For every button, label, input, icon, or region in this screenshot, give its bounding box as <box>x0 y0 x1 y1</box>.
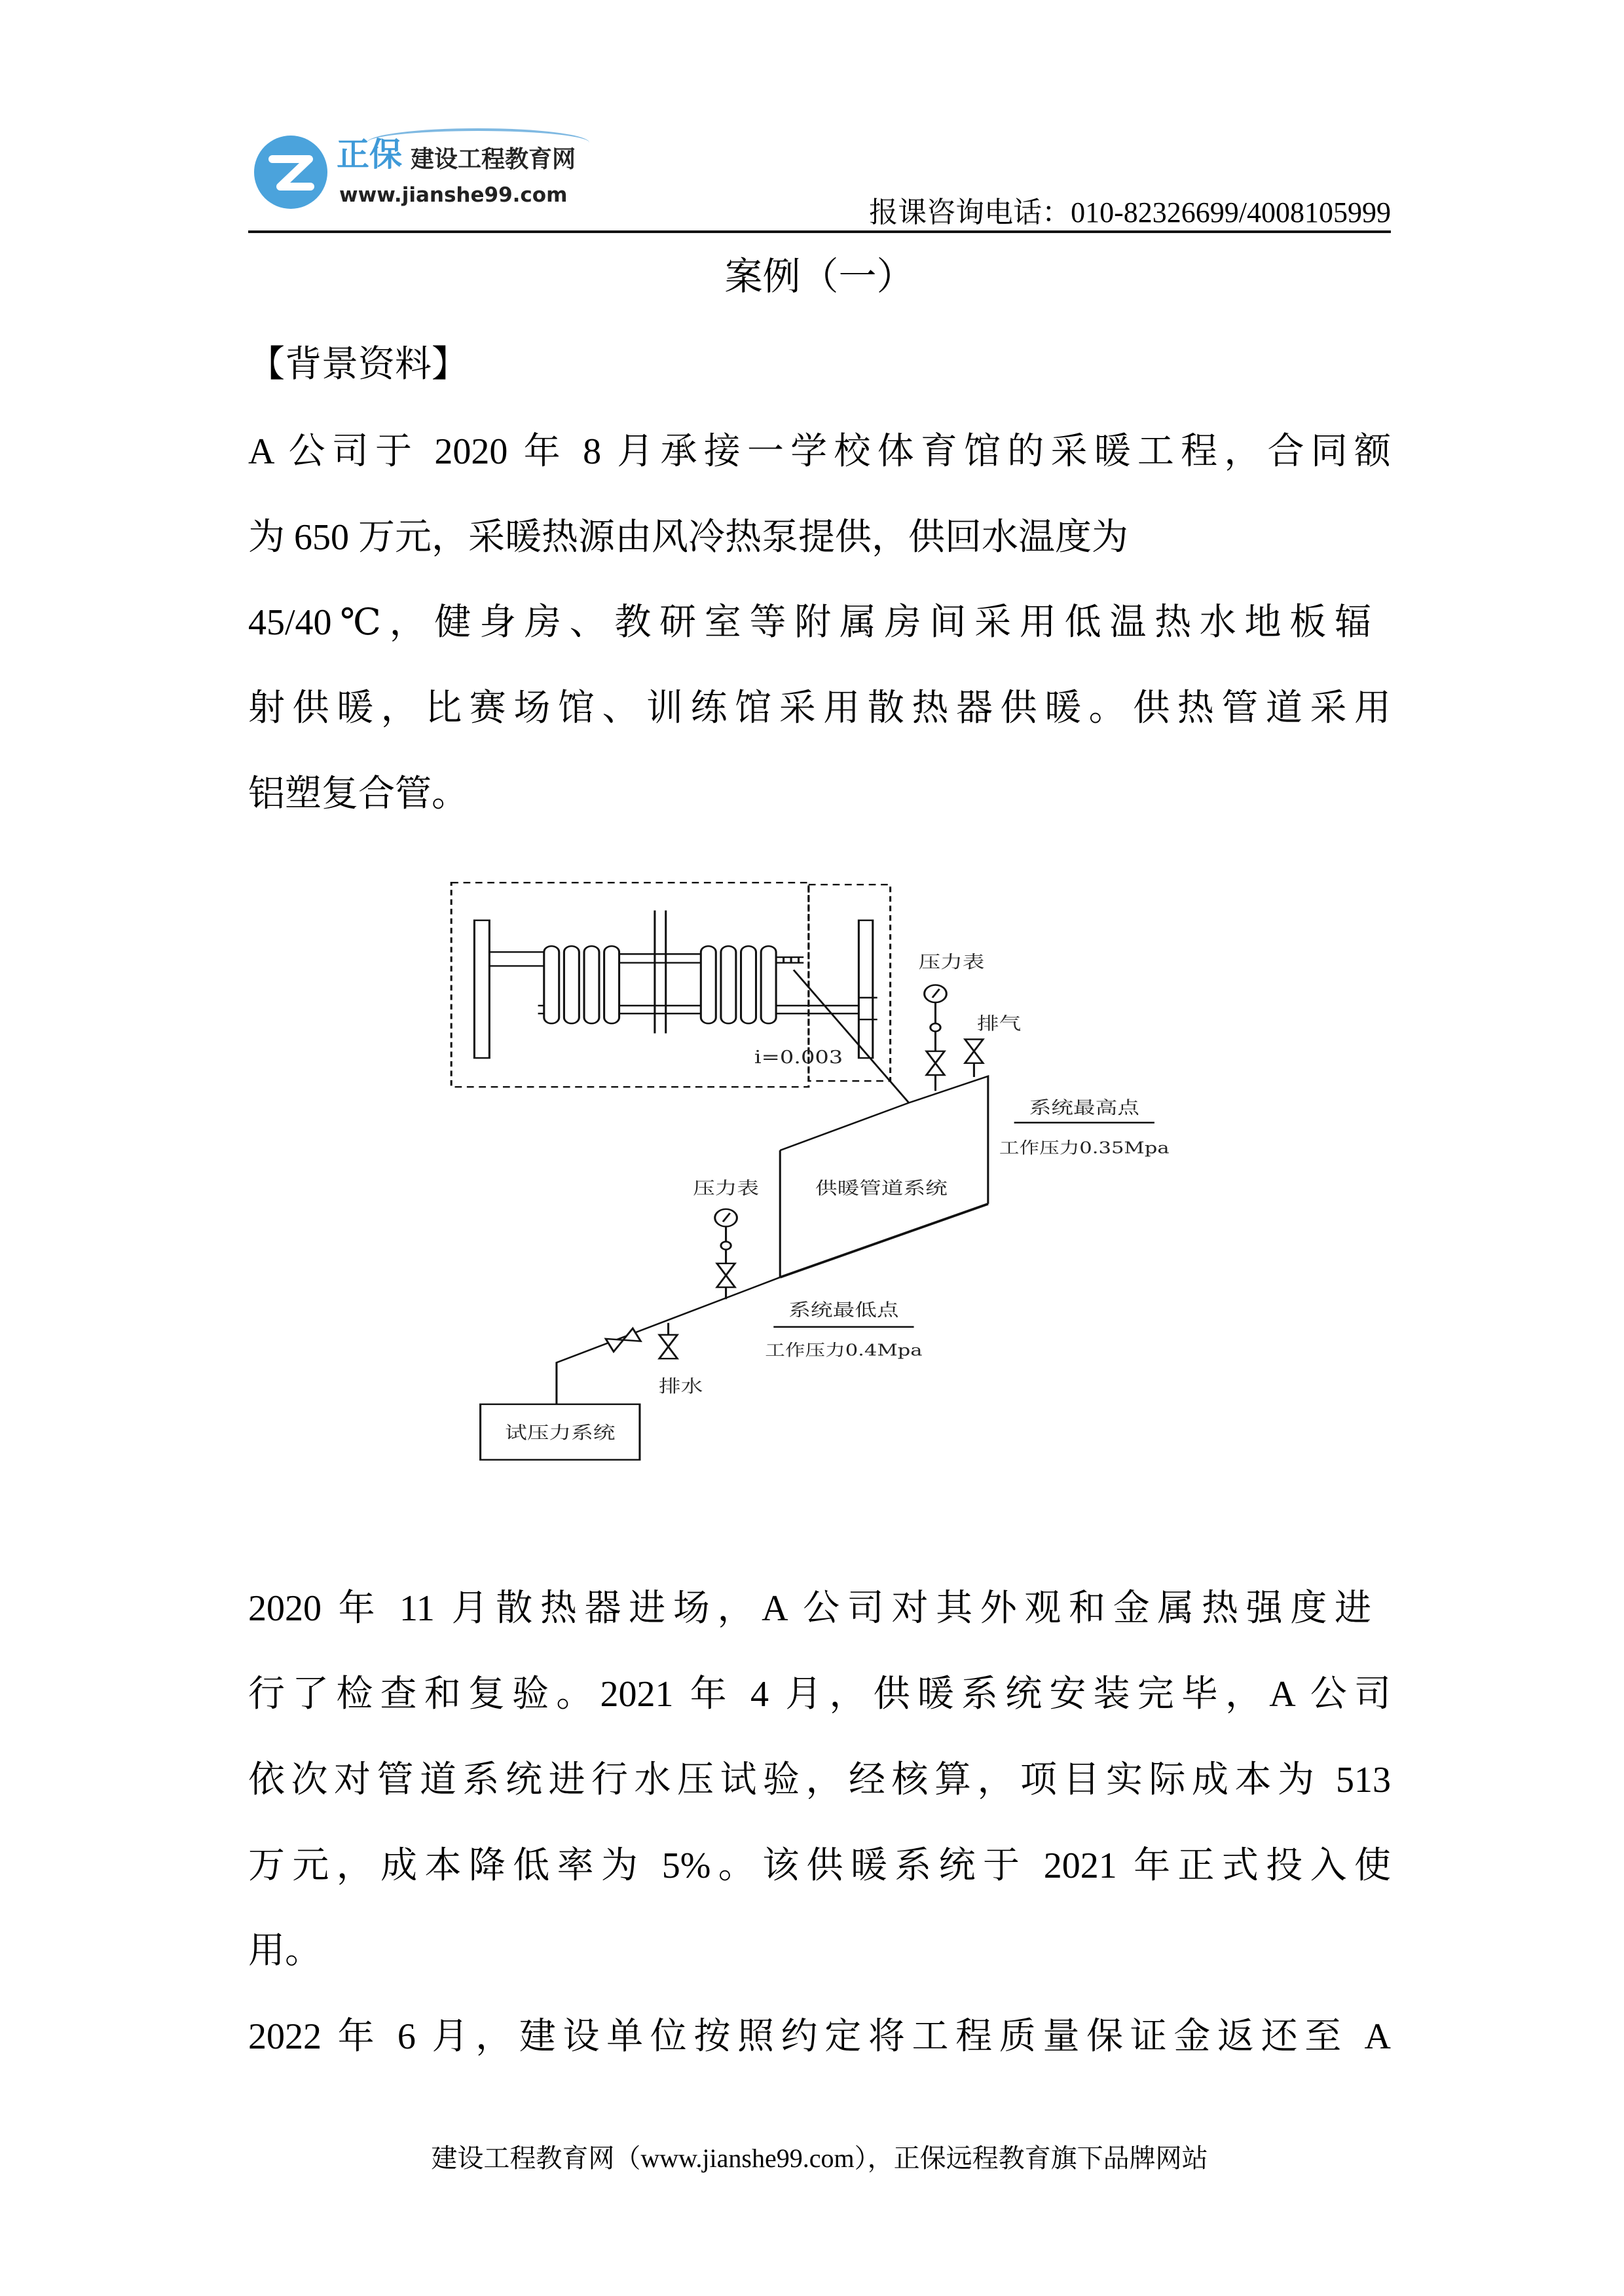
wall-plate-left <box>474 920 489 1058</box>
paragraph-line: 行了检查和复验。2021 年 4 月，供暖系统安装完毕，A 公司 <box>248 1674 1391 1715</box>
pressure-gauge-bottom-icon <box>715 1209 737 1300</box>
paragraph-line: 铝塑复合管。 <box>248 774 468 814</box>
system-label: 供暖管道系统 <box>815 1178 948 1199</box>
paragraph-line: 依次对管道系统进行水压试验，经核算，项目实际成本为 513 <box>248 1760 1391 1800</box>
paragraph-line: 2020 年 11 月散热器进场，A 公司对其外观和金属热强度进 <box>248 1588 1371 1629</box>
paragraph-line: 2022 年 6 月，建设单位按照约定将工程质量保证金返还至 A <box>248 2016 1391 2057</box>
page-footer: 建设工程教育网（www.jianshe99.com），正保远程教育旗下品牌网站 <box>431 2143 1208 2173</box>
vent-valve-icon <box>965 1039 984 1077</box>
high-point-title: 系统最高点 <box>1029 1098 1139 1118</box>
inline-valve-icon <box>606 1328 640 1352</box>
low-point-pressure: 工作压力0.4Mpa <box>765 1340 923 1360</box>
high-point-pressure: 工作压力0.35Mpa <box>999 1138 1170 1157</box>
test-system-label: 试压力系统 <box>505 1423 616 1444</box>
drain-label: 排水 <box>659 1377 703 1397</box>
riser-pipe <box>794 970 909 1102</box>
pressure-gauge-top-icon <box>925 985 947 1091</box>
radiator-right <box>701 946 776 1023</box>
low-point-title: 系统最低点 <box>788 1300 899 1321</box>
paragraph-line: 用。 <box>248 1931 322 1971</box>
logo-icon <box>254 136 327 209</box>
wall-plate-right <box>858 920 872 1058</box>
slope-label: i=0.003 <box>754 1048 843 1068</box>
pressure-test-diagram <box>445 871 1231 1493</box>
logo-url: www.jianshe99.com <box>339 183 568 207</box>
logo-name: 建设工程教育网 <box>411 146 576 173</box>
paragraph-line: 万元，成本降低率为 5%。该供暖系统于 2021 年正式投入使 <box>248 1846 1391 1886</box>
header-divider <box>248 230 1391 233</box>
gauge-bottom-label: 压力表 <box>693 1178 760 1199</box>
paragraph-line: 射供暖，比赛场馆、训练馆采用散热器供暖。供热管道采用 <box>248 688 1391 729</box>
radiator-left <box>544 946 619 1023</box>
system-bottom-pipe <box>780 1204 988 1277</box>
section-label: 【背景资料】 <box>248 344 468 385</box>
middle-wall <box>655 911 666 1034</box>
drain-valve-icon <box>659 1323 678 1359</box>
page-title: 案例（一） <box>724 255 915 298</box>
logo-brand: 正保 <box>337 136 402 173</box>
gauge-top-label: 压力表 <box>918 952 985 973</box>
vent-label: 排气 <box>977 1013 1022 1034</box>
paragraph-line: 45/40℃，健身房、教研室等附属房间采用低温热水地板辐 <box>248 602 1371 643</box>
contact-phone: 报课咨询电话：010-82326699/4008105999 <box>869 196 1391 228</box>
paragraph-line: 为 650 万元，采暖热源由风冷热泵提供，供回水温度为 <box>248 517 1128 558</box>
paragraph-line: A 公司于 2020 年 8 月承接一学校体育馆的采暖工程，合同额 <box>248 431 1391 472</box>
